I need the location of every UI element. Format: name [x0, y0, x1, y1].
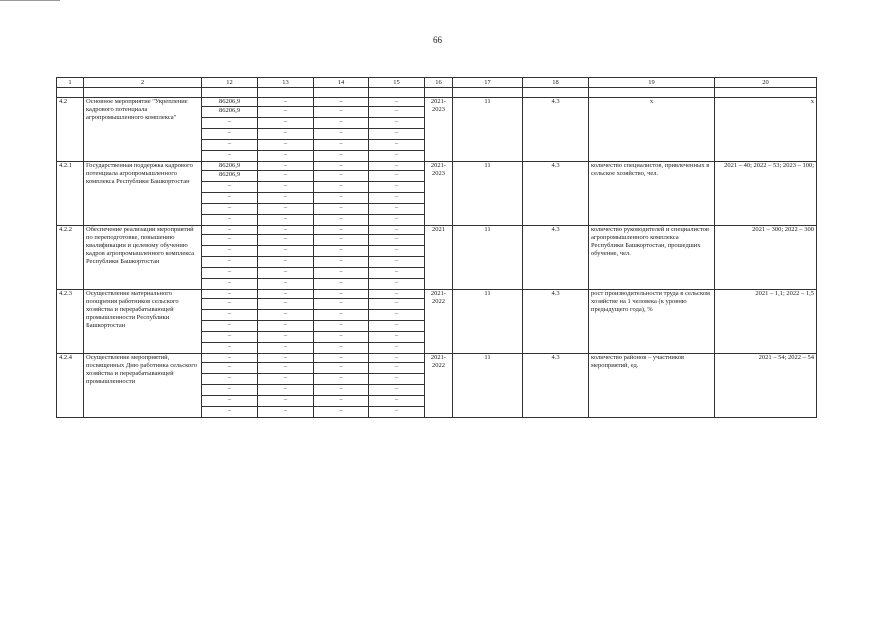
indicator-values: 2021 – 54; 2022 – 54	[715, 354, 817, 418]
finance-cell: –	[369, 129, 425, 140]
finance-cell: –	[258, 140, 314, 151]
table-row	[57, 98, 817, 107]
finance-cell: –	[202, 129, 258, 140]
finance-cell: –	[369, 268, 425, 279]
finance-cell: –	[314, 268, 369, 279]
header-cell: 20	[715, 78, 817, 88]
finance-cell: –	[202, 268, 258, 279]
col-18: 4.3	[523, 226, 589, 290]
finance-cell: –	[258, 193, 314, 204]
indicator: количество районов – участников мероприятий, ед.	[589, 354, 715, 418]
finance-cell: –	[369, 321, 425, 332]
row-number: 4.2	[57, 98, 84, 162]
finance-cell: –	[202, 343, 258, 354]
indicator: рост производительности труда в сельском хозяйстве на 1 человека (к уровню предыдущего года), %	[589, 290, 715, 354]
finance-cell: –	[314, 118, 369, 129]
finance-cell: –	[202, 226, 258, 235]
finance-cell: –	[369, 246, 425, 257]
header-cell: 17	[453, 78, 523, 88]
finance-cell: –	[258, 257, 314, 268]
finance-cell: –	[258, 407, 314, 418]
finance-cell: –	[314, 290, 369, 299]
row-number: 4.2.3	[57, 290, 84, 354]
header-cell: 18	[523, 78, 589, 88]
finance-cell: –	[258, 171, 314, 182]
finance-cell: –	[314, 226, 369, 235]
finance-cell: –	[369, 235, 425, 246]
finance-cell: –	[314, 171, 369, 182]
header-cell: 13	[258, 78, 314, 88]
header-row	[57, 78, 817, 88]
finance-cell: –	[202, 215, 258, 226]
finance-cell: –	[314, 204, 369, 215]
finance-cell: –	[202, 385, 258, 396]
header-cell: 2	[84, 78, 202, 88]
finance-cell: –	[369, 332, 425, 343]
finance-cell: –	[369, 193, 425, 204]
finance-cell: –	[369, 343, 425, 354]
finance-cell: –	[258, 332, 314, 343]
finance-cell: –	[258, 215, 314, 226]
finance-cell: –	[314, 193, 369, 204]
finance-cell: –	[258, 310, 314, 321]
finance-cell: –	[369, 204, 425, 215]
finance-cell: –	[258, 354, 314, 363]
finance-cell: –	[258, 374, 314, 385]
table-row	[57, 226, 817, 235]
header-cell: 1	[57, 78, 84, 88]
finance-cell: –	[369, 354, 425, 363]
col-18: 4.3	[523, 290, 589, 354]
indicator-values: 2021 – 300; 2022 – 300	[715, 226, 817, 290]
finance-cell: –	[314, 215, 369, 226]
finance-cell: –	[369, 279, 425, 290]
activity-name: Осуществление мероприятий, посвященных Дню работника сельского хозяйства и перерабатывающей промышленности	[84, 354, 202, 418]
finance-cell: –	[202, 140, 258, 151]
finance-cell: 86206,9	[202, 171, 258, 182]
col-17: 11	[453, 98, 523, 162]
finance-cell: –	[314, 354, 369, 363]
finance-cell: –	[369, 162, 425, 171]
finance-cell: –	[314, 257, 369, 268]
period: 2021-2022	[425, 290, 453, 354]
finance-cell: –	[202, 235, 258, 246]
finance-cell: –	[202, 204, 258, 215]
finance-cell: –	[369, 171, 425, 182]
finance-cell: –	[202, 354, 258, 363]
finance-cell: –	[202, 321, 258, 332]
finance-cell: –	[369, 299, 425, 310]
row-number: 4.2.4	[57, 354, 84, 418]
finance-cell: –	[369, 374, 425, 385]
finance-cell: –	[369, 385, 425, 396]
finance-cell: –	[314, 343, 369, 354]
finance-cell: –	[202, 332, 258, 343]
finance-cell: –	[258, 396, 314, 407]
finance-cell: –	[314, 385, 369, 396]
finance-cell: –	[314, 407, 369, 418]
finance-cell: –	[314, 363, 369, 374]
page-number: 66	[433, 35, 442, 45]
header-cell: 19	[589, 78, 715, 88]
finance-cell: –	[258, 385, 314, 396]
period: 2021-2023	[425, 162, 453, 226]
finance-cell: –	[314, 310, 369, 321]
finance-cell: 86206,9	[202, 162, 258, 171]
finance-cell: –	[314, 162, 369, 171]
finance-cell: –	[202, 363, 258, 374]
indicator: х	[589, 98, 715, 162]
finance-cell: –	[258, 162, 314, 171]
period: 2021-2022	[425, 354, 453, 418]
row-number: 4.2.2	[57, 226, 84, 290]
activity-name: Осуществление материального поощрения работников сельского хозяйства и перерабатывающей промышленности Республики Башкортостан	[84, 290, 202, 354]
finance-cell: –	[202, 407, 258, 418]
finance-cell: –	[202, 246, 258, 257]
table-row	[57, 290, 817, 299]
finance-cell: –	[314, 321, 369, 332]
finance-cell: –	[202, 257, 258, 268]
finance-cell: –	[314, 151, 369, 162]
finance-cell: –	[369, 182, 425, 193]
header-cell: 12	[202, 78, 258, 88]
finance-cell: –	[258, 226, 314, 235]
finance-cell: –	[202, 290, 258, 299]
finance-cell: –	[202, 182, 258, 193]
finance-cell: –	[258, 204, 314, 215]
finance-cell: –	[369, 407, 425, 418]
col-18: 4.3	[523, 354, 589, 418]
period: 2021	[425, 226, 453, 290]
finance-cell: –	[314, 374, 369, 385]
finance-cell: –	[258, 363, 314, 374]
col-17: 11	[453, 162, 523, 226]
col-17: 11	[453, 290, 523, 354]
finance-cell: –	[202, 299, 258, 310]
finance-cell: –	[314, 246, 369, 257]
finance-cell: –	[258, 279, 314, 290]
finance-cell: –	[314, 129, 369, 140]
header-cell: 15	[369, 78, 425, 88]
finance-cell: –	[369, 363, 425, 374]
finance-cell: –	[258, 290, 314, 299]
finance-cell: –	[314, 235, 369, 246]
col-18: 4.3	[523, 162, 589, 226]
finance-cell: –	[258, 129, 314, 140]
col-17: 11	[453, 354, 523, 418]
finance-cell: –	[369, 98, 425, 107]
finance-cell: –	[258, 321, 314, 332]
finance-cell: –	[202, 279, 258, 290]
finance-cell: –	[258, 235, 314, 246]
finance-cell: –	[369, 107, 425, 118]
row-number: 4.2.1	[57, 162, 84, 226]
finance-cell: –	[314, 279, 369, 290]
finance-cell: –	[369, 396, 425, 407]
finance-cell: –	[258, 268, 314, 279]
finance-cell: –	[202, 193, 258, 204]
table-row	[57, 162, 817, 171]
finance-cell: –	[202, 118, 258, 129]
finance-cell: –	[369, 151, 425, 162]
finance-cell: –	[369, 226, 425, 235]
program-table	[56, 77, 817, 418]
finance-cell: –	[258, 151, 314, 162]
finance-cell: –	[258, 246, 314, 257]
indicator-values: 2021 – 40; 2022 – 53; 2023 – 100;	[715, 162, 817, 226]
col-18: 4.3	[523, 98, 589, 162]
finance-cell: –	[369, 310, 425, 321]
finance-cell: –	[314, 140, 369, 151]
col-17: 11	[453, 226, 523, 290]
finance-cell: –	[314, 299, 369, 310]
finance-cell: –	[369, 140, 425, 151]
finance-cell: –	[369, 290, 425, 299]
finance-cell: –	[258, 182, 314, 193]
finance-cell: –	[314, 107, 369, 118]
table-row	[57, 354, 817, 363]
indicator: количество специалистов, привлеченных в сельское хозяйство, чел.	[589, 162, 715, 226]
finance-cell: –	[258, 118, 314, 129]
indicator-values: х	[715, 98, 817, 162]
period: 2021-2023	[425, 98, 453, 162]
finance-cell: –	[369, 118, 425, 129]
activity-name: Государственная поддержка кадрового потенциала агропромышленного комплекса Республики Башкортостан	[84, 162, 202, 226]
header-cell: 14	[314, 78, 369, 88]
top-edge-mark	[0, 0, 60, 1]
finance-cell: –	[258, 343, 314, 354]
finance-cell: –	[369, 215, 425, 226]
finance-cell: 86206,9	[202, 98, 258, 107]
finance-cell: –	[369, 257, 425, 268]
activity-name: Основное мероприятие "Укрепление кадрового потенциала агропромышленного комплекса"	[84, 98, 202, 162]
finance-cell: –	[202, 310, 258, 321]
indicator: количество руководителей и специалистов агропромышленного комплекса Республики Башкортостан, прошедших обучение, чел.	[589, 226, 715, 290]
finance-cell: –	[258, 107, 314, 118]
finance-cell: –	[202, 374, 258, 385]
header-cell: 16	[425, 78, 453, 88]
finance-cell: –	[258, 299, 314, 310]
finance-cell: –	[314, 332, 369, 343]
spacer-row	[57, 88, 817, 98]
activity-name: Обеспечение реализации мероприятий по переподготовке, повышению квалификации и целевому обучению кадров агропромышленного комплекса Республики Башкортостан	[84, 226, 202, 290]
finance-cell: –	[258, 98, 314, 107]
finance-cell: –	[202, 151, 258, 162]
finance-cell: –	[314, 182, 369, 193]
finance-cell: –	[314, 396, 369, 407]
finance-cell: 86206,9	[202, 107, 258, 118]
finance-cell: –	[314, 98, 369, 107]
finance-cell: –	[202, 396, 258, 407]
indicator-values: 2021 – 1,1; 2022 – 1,5	[715, 290, 817, 354]
